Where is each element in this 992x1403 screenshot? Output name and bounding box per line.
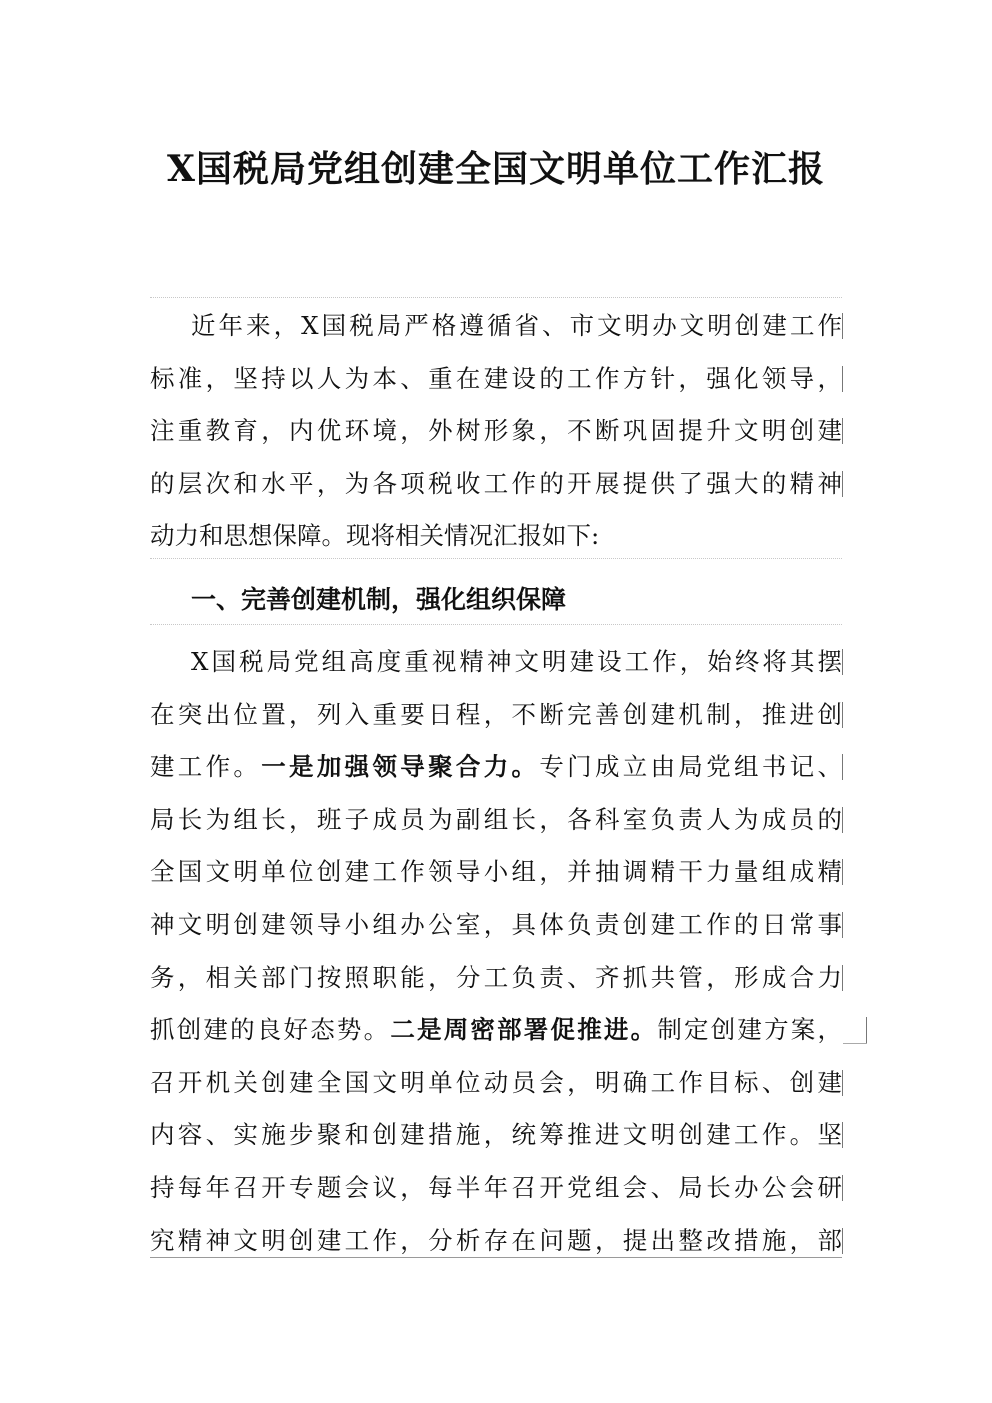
bold-emphasis: 一是加强领导聚合力。 — [261, 752, 540, 782]
body-line: 内容、实施步聚和创建措施，统筹推进文明创建工作。坚 — [150, 1120, 842, 1150]
paragraph-top-rule — [150, 297, 842, 298]
body-line: 持每年召开专题会议，每半年召开党组会、局长办公会研 — [150, 1172, 842, 1202]
body-line — [150, 741, 842, 794]
body-text: 专门成立由局党组书记、 — [539, 752, 842, 782]
section-heading: 一、完善创建机制，强化组织保障 — [191, 585, 567, 614]
bold-emphasis: 二是周密部署促推进。 — [390, 1015, 658, 1045]
intro-paragraph — [150, 300, 842, 563]
body-line: X国税局党组高度重视精神文明建设工作，始终将其摆 — [191, 647, 842, 676]
body-line: 全国文明单位创建工作领导小组，并抽调精干力量组成精 — [150, 857, 842, 887]
intro-line: 注重教育，内优环境，外树形象，不断巩固提升文明创建 — [150, 416, 842, 446]
intro-line: 的层次和水平，为各项税收工作的开展提供了强大的精神 — [150, 468, 842, 498]
body-line: 在突出位置，列入重要日程，不断完善创建机制，推进创 — [150, 699, 842, 729]
body-line: 究精神文明创建工作，分析存在问题，提出整改措施，部 — [150, 1225, 842, 1255]
body-text: 抓创建的良好态势。 — [150, 1015, 391, 1045]
page-bottom-rule — [150, 1257, 842, 1258]
intro-line: 动力和思想保障。现将相关情况汇报如下: — [150, 521, 600, 551]
body-text: 建工作。 — [150, 752, 262, 782]
body-text: 制定创建方案， — [657, 1015, 843, 1045]
body-line: 神文明创建领导小组办公室，具体负责创建工作的日常事 — [150, 909, 842, 939]
intro-line: 近年来，X国税局严格遵循省、市文明办文明创建工作 — [191, 311, 842, 340]
paragraph-rule — [150, 624, 842, 625]
body-line: 务，相关部门按照职能，分工负责、齐抓共管，形成合力 — [150, 962, 842, 992]
body-line: 局长为组长，班子成员为副组长，各科室负责人为成员的 — [150, 804, 842, 834]
paragraph-rule — [150, 558, 842, 559]
body-line — [150, 1004, 842, 1057]
section1-paragraph — [150, 636, 842, 1267]
intro-line: 标准，坚持以人为本、重在建设的工作方针，强化领导， — [150, 363, 842, 393]
page-title: X国税局党组创建全国文明单位工作汇报 — [167, 148, 825, 190]
body-line: 召开机关创建全国文明单位动员会，明确工作目标、创建 — [150, 1067, 842, 1097]
